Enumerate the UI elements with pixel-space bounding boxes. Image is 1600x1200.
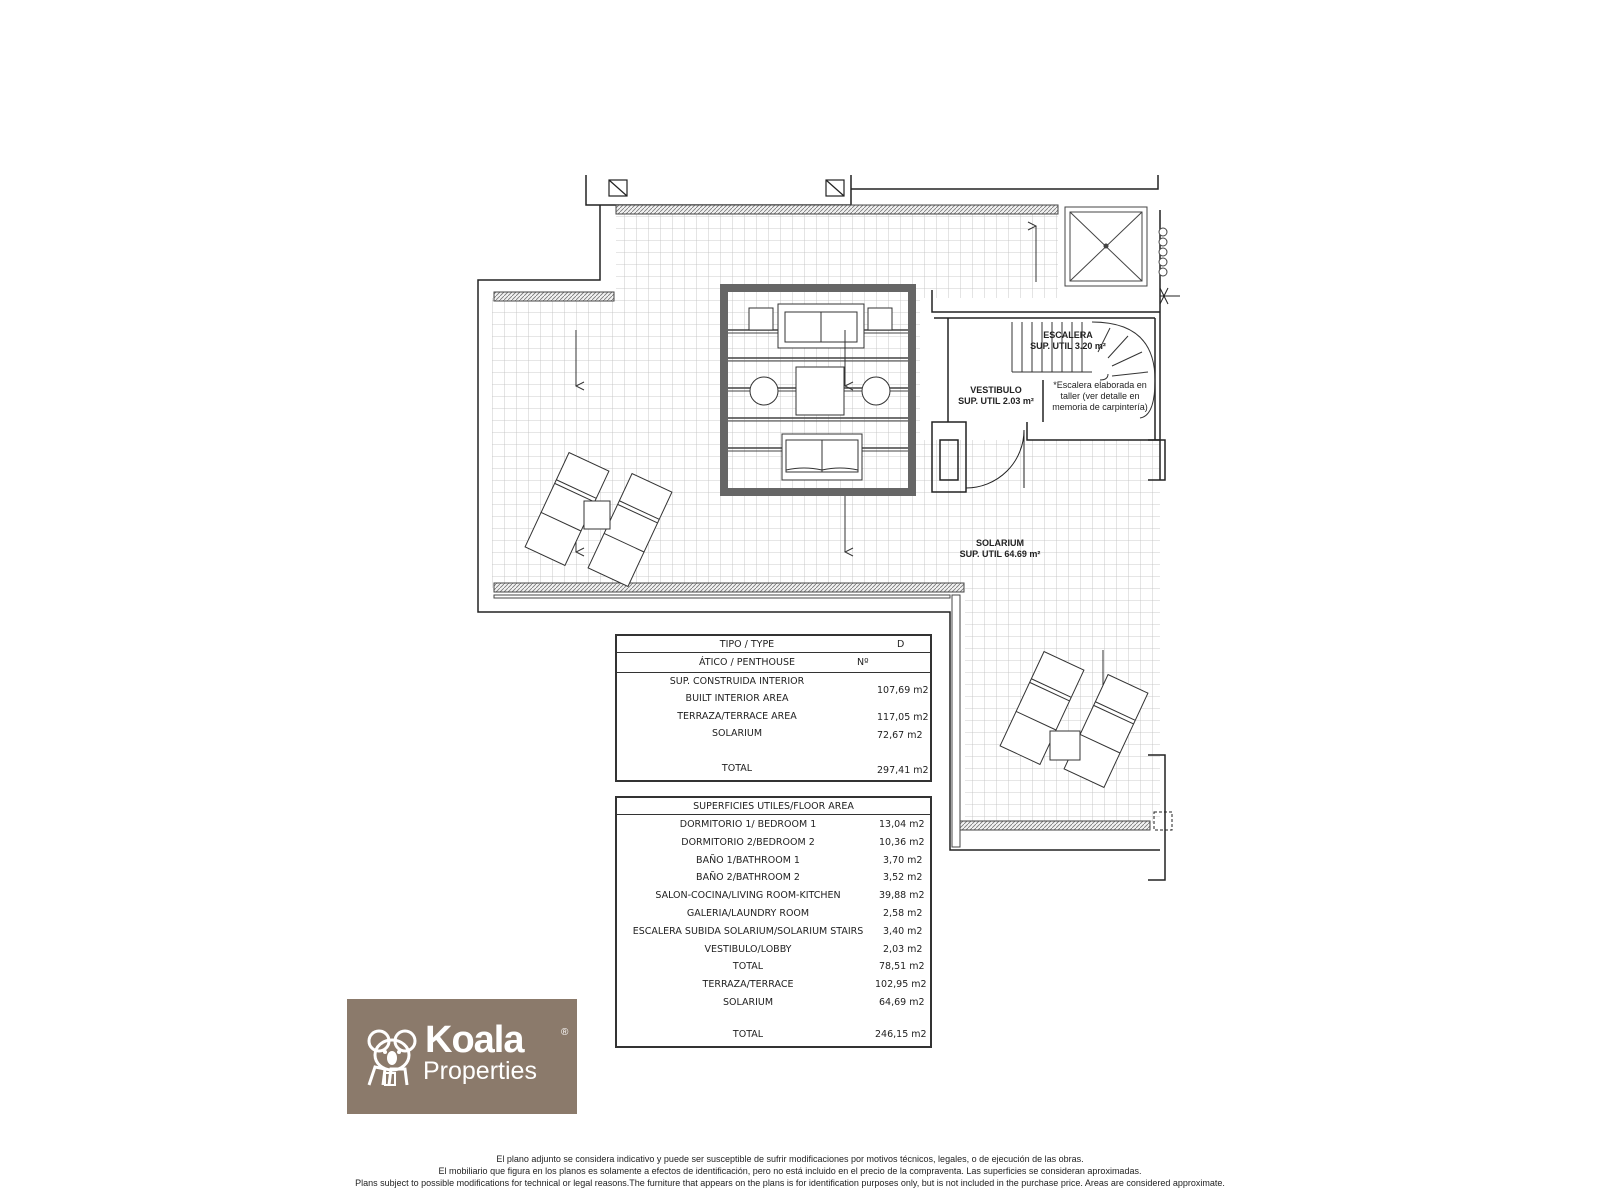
area-row-value: 39,88 m2: [879, 890, 925, 901]
escalera-area: SUP. UTIL 3.20 m²: [1030, 341, 1106, 351]
area-total-label: TOTAL: [732, 1029, 764, 1040]
stair-note: [1040, 380, 1160, 413]
area-row-label: ESCALERA SUBIDA SOLARIUM/SOLARIUM STAIRS: [632, 926, 864, 937]
area-row-value: 64,69 m2: [879, 997, 925, 1008]
area-row-value: 78,51 m2: [879, 961, 925, 972]
column-blocks: [609, 180, 844, 196]
logo-registered: ®: [561, 1027, 569, 1038]
footer-disclaimer: El mobiliario que figura en los planos es solamente a efectos de identificación, pero no está incluido en el precio de la compraventa. Las superficies se consideran aproximadas.: [438, 1166, 1142, 1176]
type-total-value: 297,41 m2: [877, 765, 929, 776]
area-row-label: TERRAZA/TERRACE: [702, 979, 794, 990]
footer-disclaimer: El plano adjunto se considera indicativo y puede ser susceptible de sufrir modificaciones por motivos técnicos, legales, o de ejecución de las obras.: [496, 1154, 1084, 1164]
divider: [617, 672, 930, 673]
footer-disclaimer: Plans subject to possible modifications for technical or legal reasons.The furniture that appears on the plans is for identification purposes only, but is not included in the purchase price. Areas are considered approximate.: [355, 1178, 1225, 1188]
stair-note-line: *Escalera elaborada en: [1053, 380, 1147, 390]
area-row-value: 3,70 m2: [883, 855, 923, 866]
area-row-label: VESTIBULO/LOBBY: [704, 944, 792, 955]
area-total-value: 246,15 m2: [875, 1029, 927, 1040]
area-row-value: 13,04 m2: [879, 819, 925, 830]
area-row-label: TOTAL: [732, 961, 764, 972]
type-sub-value: Nº: [857, 657, 869, 668]
area-row-value: 2,58 m2: [883, 908, 923, 919]
stair-note-line: memoria de carpintería): [1052, 402, 1148, 412]
side-circles: [1159, 228, 1167, 276]
area-row-label: SOLARIUM: [722, 997, 774, 1008]
vestibulo-name: VESTIBULO: [970, 385, 1022, 395]
escalera-label: [1018, 330, 1118, 352]
area-row-label: SALON-COCINA/LIVING ROOM-KITCHEN: [655, 890, 841, 901]
type-header-label: TIPO / TYPE: [719, 639, 775, 650]
type-row-value: 72,67 m2: [877, 730, 923, 741]
area-row-value: 3,52 m2: [883, 872, 923, 883]
area-row-value: 10,36 m2: [879, 837, 925, 848]
type-row-label: BUILT INTERIOR AREA: [685, 693, 789, 704]
area-row-label: BAÑO 2/BATHROOM 2: [696, 872, 800, 883]
area-row-label: GALERIA/LAUNDRY ROOM: [686, 908, 810, 919]
area-header-label: SUPERFICIES UTILES/FLOOR AREA: [693, 801, 854, 812]
vestibulo-label: [946, 385, 1046, 407]
type-row-label: SOLARIUM: [711, 728, 763, 739]
area-table: [615, 796, 932, 1048]
logo-word-koala: Koala: [425, 1019, 524, 1061]
area-row-label: BAÑO 1/BATHROOM 1: [696, 855, 800, 866]
stair-note-line: taller (ver detalle en: [1060, 391, 1140, 401]
area-row-value: 3,40 m2: [883, 926, 923, 937]
type-header-value: D: [897, 639, 905, 650]
type-sub-label: ÁTICO / PENTHOUSE: [699, 657, 795, 668]
area-row-label: DORMITORIO 2/BEDROOM 2: [681, 837, 815, 848]
koala-logo: [347, 999, 577, 1114]
type-row-value: 117,05 m2: [877, 712, 929, 723]
divider: [617, 652, 930, 653]
area-row-value: 102,95 m2: [875, 979, 927, 990]
type-total-label: TOTAL: [721, 763, 753, 774]
escalera-name: ESCALERA: [1043, 330, 1093, 340]
divider: [617, 814, 930, 815]
solarium-name: SOLARIUM: [976, 538, 1024, 548]
solarium-floor: [950, 440, 1160, 823]
solarium-label: [950, 538, 1050, 560]
vestibulo-area: SUP. UTIL 2.03 m²: [958, 396, 1034, 406]
type-row-label: TERRAZA/TERRACE AREA: [677, 711, 797, 722]
skylight: [1065, 207, 1147, 286]
logo-word-properties: Properties: [423, 1057, 537, 1085]
area-row-label: DORMITORIO 1/ BEDROOM 1: [679, 819, 817, 830]
type-row-value: 107,69 m2: [877, 685, 929, 696]
type-row-label: SUP. CONSTRUIDA INTERIOR: [669, 676, 805, 687]
type-table: [615, 634, 932, 782]
solarium-area: SUP. UTIL 64.69 m²: [959, 549, 1041, 559]
area-row-value: 2,03 m2: [883, 944, 923, 955]
koala-icon: [355, 1023, 425, 1093]
